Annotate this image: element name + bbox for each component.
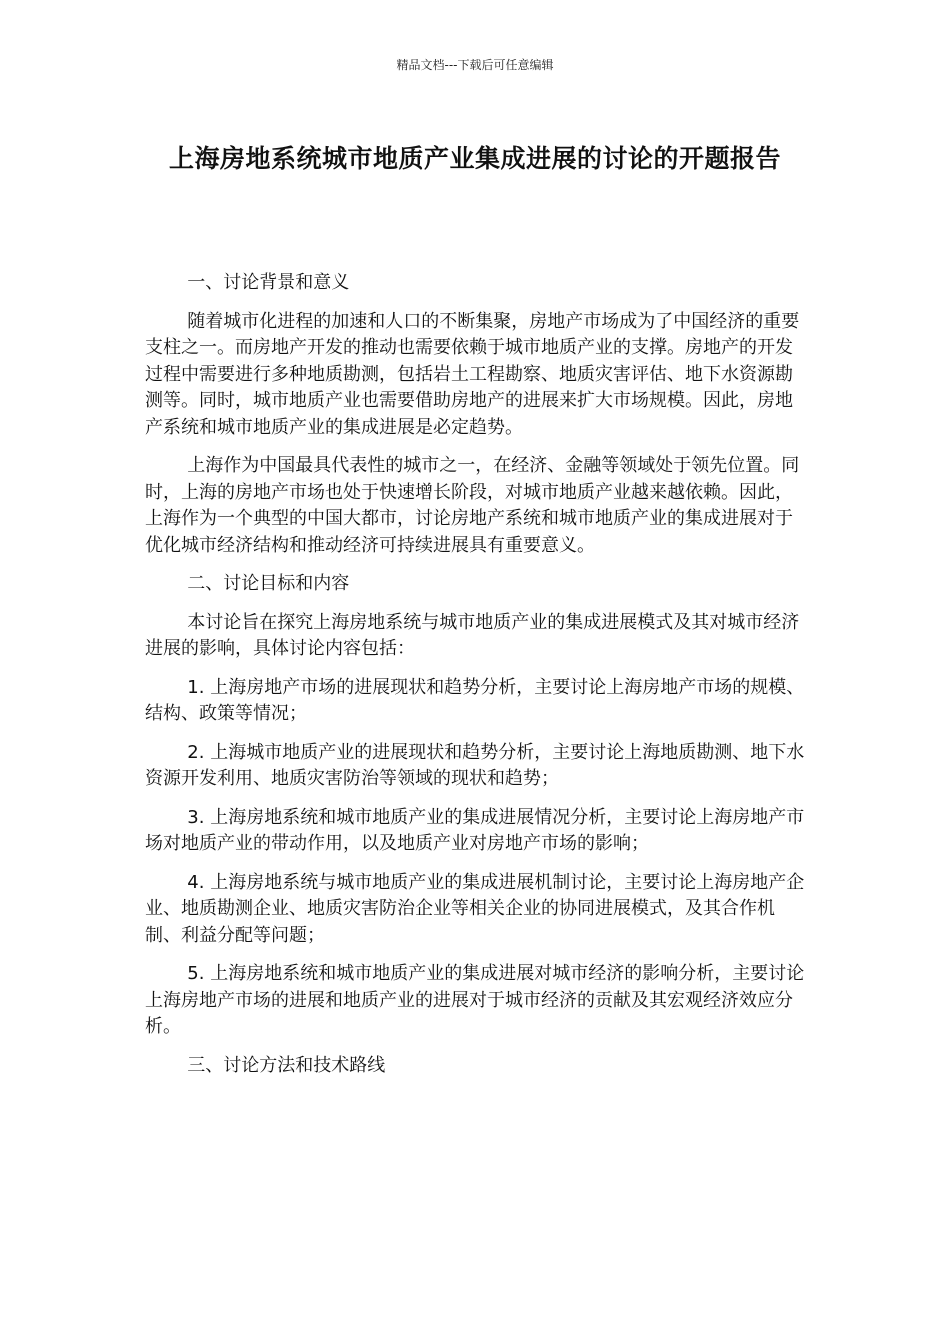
paragraph: 本讨论旨在探究上海房地系统与城市地质产业的集成进展模式及其对城市经济进展的影响，具体讨论内容包括： xyxy=(145,611,800,659)
list-item: 2. 上海城市地质产业的进展现状和趋势分析，主要讨论上海地质勘测、地下水资源开发利用、地质灾害防治等领域的现状和趋势； xyxy=(145,741,805,789)
list-item: 5. 上海房地系统和城市地质产业的集成进展对城市经济的影响分析，主要讨论上海房地产市场的进展和地质产业的进展对于城市经济的贡献及其宏观经济效应分析。 xyxy=(145,963,805,1037)
document-body xyxy=(145,270,805,1091)
section-heading: 一、讨论背景和意义 xyxy=(187,272,350,293)
header-note: 精品文档---下载后可任意编辑 xyxy=(396,58,554,72)
paragraph: 上海作为中国最具代表性的城市之一，在经济、金融等领域处于领先位置。同时，上海的房地产市场也处于快速增长阶段，对城市地质产业越来越依赖。因此，上海作为一个典型的中国大都市，讨论房地产系统和城市地质产业的集成进展对于优化城市经济结构和推动经济可持续进展具有重要意义。 xyxy=(145,455,800,556)
document-title: 上海房地系统城市地质产业集成进展的讨论的开题报告 xyxy=(168,144,781,173)
section-heading: 二、讨论目标和内容 xyxy=(187,573,350,594)
list-item: 1. 上海房地产市场的进展现状和趋势分析，主要讨论上海房地产市场的规模、结构、政策等情况； xyxy=(145,676,805,724)
list-item: 3. 上海房地系统和城市地质产业的集成进展情况分析，主要讨论上海房地产市场对地质产业的带动作用，以及地质产业对房地产市场的影响； xyxy=(145,806,805,854)
list-item: 4. 上海房地系统与城市地质产业的集成进展机制讨论，主要讨论上海房地产企业、地质勘测企业、地质灾害防治企业等相关企业的协同进展模式，及其合作机制、利益分配等问题； xyxy=(145,871,805,946)
section-heading: 三、讨论方法和技术路线 xyxy=(187,1054,386,1076)
paragraph: 随着城市化进程的加速和人口的不断集聚，房地产市场成为了中国经济的重要支柱之一。而房地产开发的推动也需要依赖于城市地质产业的支撑。房地产的开发过程中需要进行多种地质勘测，包括岩土工程勘察、地质灾害评估、地下水资源勘测等。同时，城市地质产业也需要借助房地产的进展来扩大市场规模。因此，房地产系统和城市地质产业的集成进展是必定趋势。 xyxy=(145,310,800,438)
